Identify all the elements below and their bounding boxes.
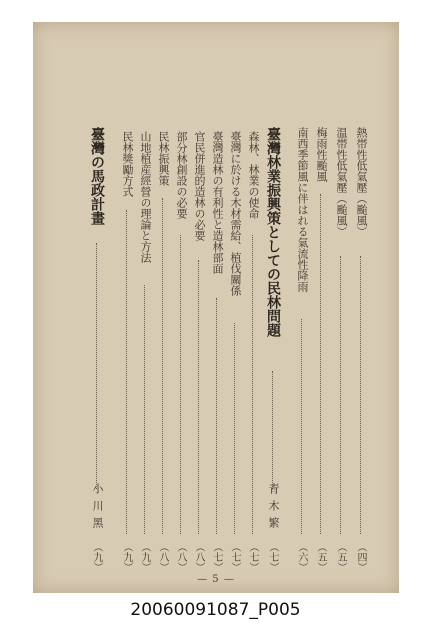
toc-entry-title: 森林、林業の使命 xyxy=(247,131,260,219)
toc-entry-page: （九） xyxy=(121,542,132,572)
leader-dots xyxy=(340,256,341,534)
toc-entry-page: （五） xyxy=(315,542,326,572)
leader-dots xyxy=(272,371,273,489)
toc-entry-title: 臺灣造林の有利性と造林部面 xyxy=(211,131,224,274)
toc-entry-page: （八） xyxy=(193,542,204,572)
leader-dots xyxy=(198,260,199,534)
toc-entry xyxy=(227,127,243,572)
image-caption: 20060091087_P005 xyxy=(130,600,301,620)
toc-entry-title: 臺灣に於ける木材需給、植伐關係 xyxy=(229,131,242,296)
toc-entry-title: 臺灣林業振興策としての民林問題 xyxy=(265,127,281,337)
leader-dots xyxy=(144,285,145,534)
page-number: — 5 — xyxy=(197,574,235,585)
toc-entry-title: 熱帯性低氣壓（颱風） xyxy=(355,127,368,237)
leader-dots xyxy=(126,210,127,534)
toc-entry-author: 小川黑 xyxy=(91,483,104,534)
toc-entry xyxy=(353,127,369,572)
scanned-page xyxy=(33,22,399,593)
toc-entry-page: （七） xyxy=(211,542,222,572)
toc-entry-title: 民林振興策 xyxy=(157,131,170,186)
toc-entry-title: 温帯性低氣壓（颱風） xyxy=(335,127,348,237)
toc-entry-page: （六） xyxy=(296,542,307,572)
toc-entry-title: 山地植産經營の理論と方法 xyxy=(139,131,152,263)
toc-entry-title: 官民併進的造林の必要 xyxy=(193,131,206,241)
toc-entry xyxy=(173,127,189,572)
toc-entry-page: （四） xyxy=(355,542,366,572)
toc-entry-page: （八） xyxy=(175,542,186,572)
leader-dots xyxy=(216,298,217,535)
leader-dots xyxy=(180,235,181,534)
toc-entry xyxy=(294,127,310,572)
toc-entry-page: （九） xyxy=(139,542,150,572)
leader-dots xyxy=(320,194,321,535)
toc-entry-page: （五） xyxy=(335,542,346,572)
toc-entry-page: （七） xyxy=(229,542,240,572)
toc-entry xyxy=(333,127,349,572)
toc-entry-title: 部分林創設の必要 xyxy=(175,131,188,219)
toc-entry xyxy=(191,127,207,572)
toc-entry-title: 梅雨性颱風 xyxy=(315,127,328,182)
leader-dots xyxy=(96,243,97,489)
toc-entry-title: 南西季節風に伴はれる氣流性降雨 xyxy=(296,127,309,292)
toc-entry-page: （七） xyxy=(247,542,258,572)
leader-dots xyxy=(162,198,163,535)
toc-heading xyxy=(89,127,105,572)
toc-entry-page: （八） xyxy=(157,542,168,572)
toc-entry xyxy=(313,127,329,572)
leader-dots xyxy=(301,319,302,535)
toc-entry xyxy=(155,127,171,572)
toc-entry xyxy=(209,127,225,572)
toc-entry xyxy=(119,127,135,572)
leader-dots xyxy=(360,256,361,534)
leader-dots xyxy=(252,235,253,534)
toc-entry xyxy=(137,127,153,572)
toc-entry-author: 青木繁 xyxy=(267,483,280,534)
leader-dots xyxy=(234,323,235,535)
toc-heading xyxy=(265,127,281,572)
toc-entry-page: （七） xyxy=(267,542,278,572)
toc-entry-page: （九） xyxy=(91,542,102,572)
toc-entry-title: 臺灣の馬政計畫 xyxy=(89,127,105,225)
toc-entry xyxy=(245,127,261,572)
toc-entry-title: 民林獎勵方式 xyxy=(121,131,134,197)
